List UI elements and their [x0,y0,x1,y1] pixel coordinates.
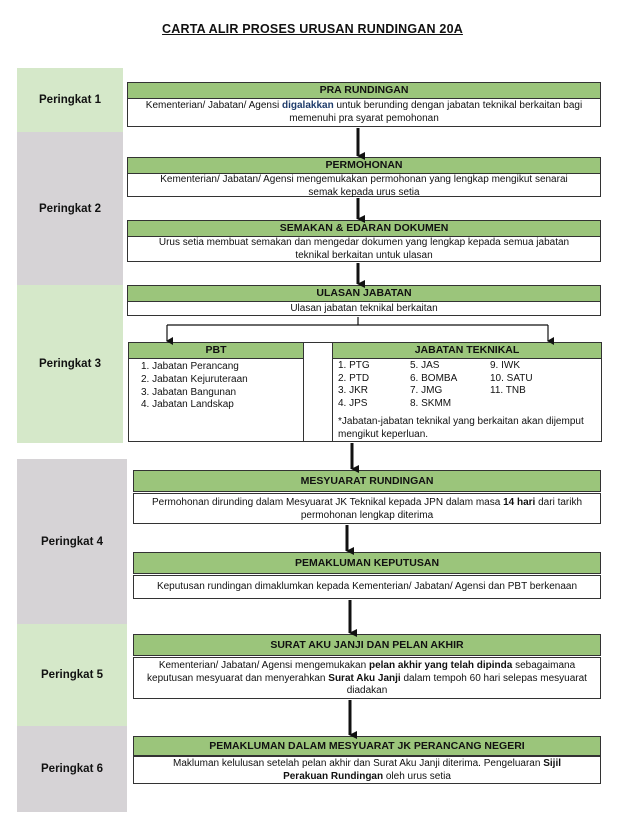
mesyuarat-text: Permohonan dirunding dalam Mesyuarat JK Teknikal kepada JPN dalam masa 14 hari dari tarikh permohonan lengkap diterima [151,497,583,521]
list-item: 5. JAS [410,360,440,371]
semakan-text: Urus setia membuat semakan dan mengedar dokumen yang lengkap kepada semua jabatan teknikal berkaitan untuk ulasan [158,237,570,261]
list-item: 4. JPS [338,397,368,409]
perancang-heading: PEMAKLUMAN DALAM MESYUARAT JK PERANCANG NEGERI [209,740,525,752]
list-item: 4. Jabatan Landskap [141,399,234,411]
pra-rundingan-text: Kementerian/ Jabatan/ Agensi digalakkan untuk berunding dengan jabatan teknikal berkaitan bagi memenuhi pra syarat pemohonan [145,100,583,124]
permohonan-text: Kementerian/ Jabatan/ Agensi mengemukakan permohonan yang lengkap mengikut senarai semak kepada urus setia [160,174,568,198]
list-item: 2. PTD [338,372,370,384]
list-item: 9. IWK [490,360,521,371]
surat-heading: SURAT AKU JANJI DAN PELAN AKHIR [270,639,464,651]
stage-label: Peringkat 1 [39,94,101,106]
ulasan-heading: ULASAN JABATAN [128,286,600,302]
pra-rundingan-heading: PRA RUNDINGAN [128,83,600,99]
stage-label: Peringkat 3 [39,358,101,370]
list-item: 3. Jabatan Bangunan [141,386,237,398]
surat-text: Kementerian/ Jabatan/ Agensi mengemukakan pelan akhir yang telah dipinda sebagaimana keputusan mesyuarat dan menyerahkan Surat Aku Janji dalam tempoh 60 hari selepas mesyuarat diadakan [147,660,587,696]
pbt-heading: PBT [129,343,303,359]
list-item: 8. SKMM [410,397,452,409]
list-item: 3. JKR [338,385,369,397]
mesyuarat-heading: MESYUARAT RUNDINGAN [300,475,434,487]
jabatan-teknikal-heading: JABATAN TEKNIKAL [333,343,601,359]
list-item: 1. PTG [338,360,370,371]
jabatan-teknikal-note: *Jabatan-jabatan teknikal yang berkaitan akan dijemput mengikut keperluan. [338,416,584,440]
pemakluman-heading: PEMAKLUMAN KEPUTUSAN [294,557,440,569]
pemakluman-text: Keputusan rundingan dimaklumkan kepada Kementerian/ Jabatan/ Agensi dan PBT berkenaan [156,581,578,592]
permohonan-heading: PERMOHONAN [128,158,600,174]
stage-label: Peringkat 6 [41,763,103,775]
semakan-heading: SEMAKAN & EDARAN DOKUMEN [128,221,600,237]
stage-label: Peringkat 4 [41,535,103,548]
list-item: 6. BOMBA [410,372,458,384]
list-item: 1. Jabatan Perancang [141,361,239,372]
ulasan-text: Ulasan jabatan teknikal berkaitan [290,303,438,314]
list-item: 7. JMG [410,385,443,397]
perancang-text: Makluman kelulusan setelah pelan akhir dan Surat Aku Janji diterima. Pengeluaran Sijil Perakuan Rundingan oleh urus setia [172,758,562,782]
page-title: CARTA ALIR PROSES URUSAN RUNDINGAN 20A [162,22,463,36]
stage-label: Peringkat 5 [41,669,103,681]
stage-label: Peringkat 2 [39,202,101,215]
list-item: 11. TNB [490,385,526,397]
list-item: 2. Jabatan Kejuruteraan [141,373,248,385]
list-item: 10. SATU [490,372,533,384]
